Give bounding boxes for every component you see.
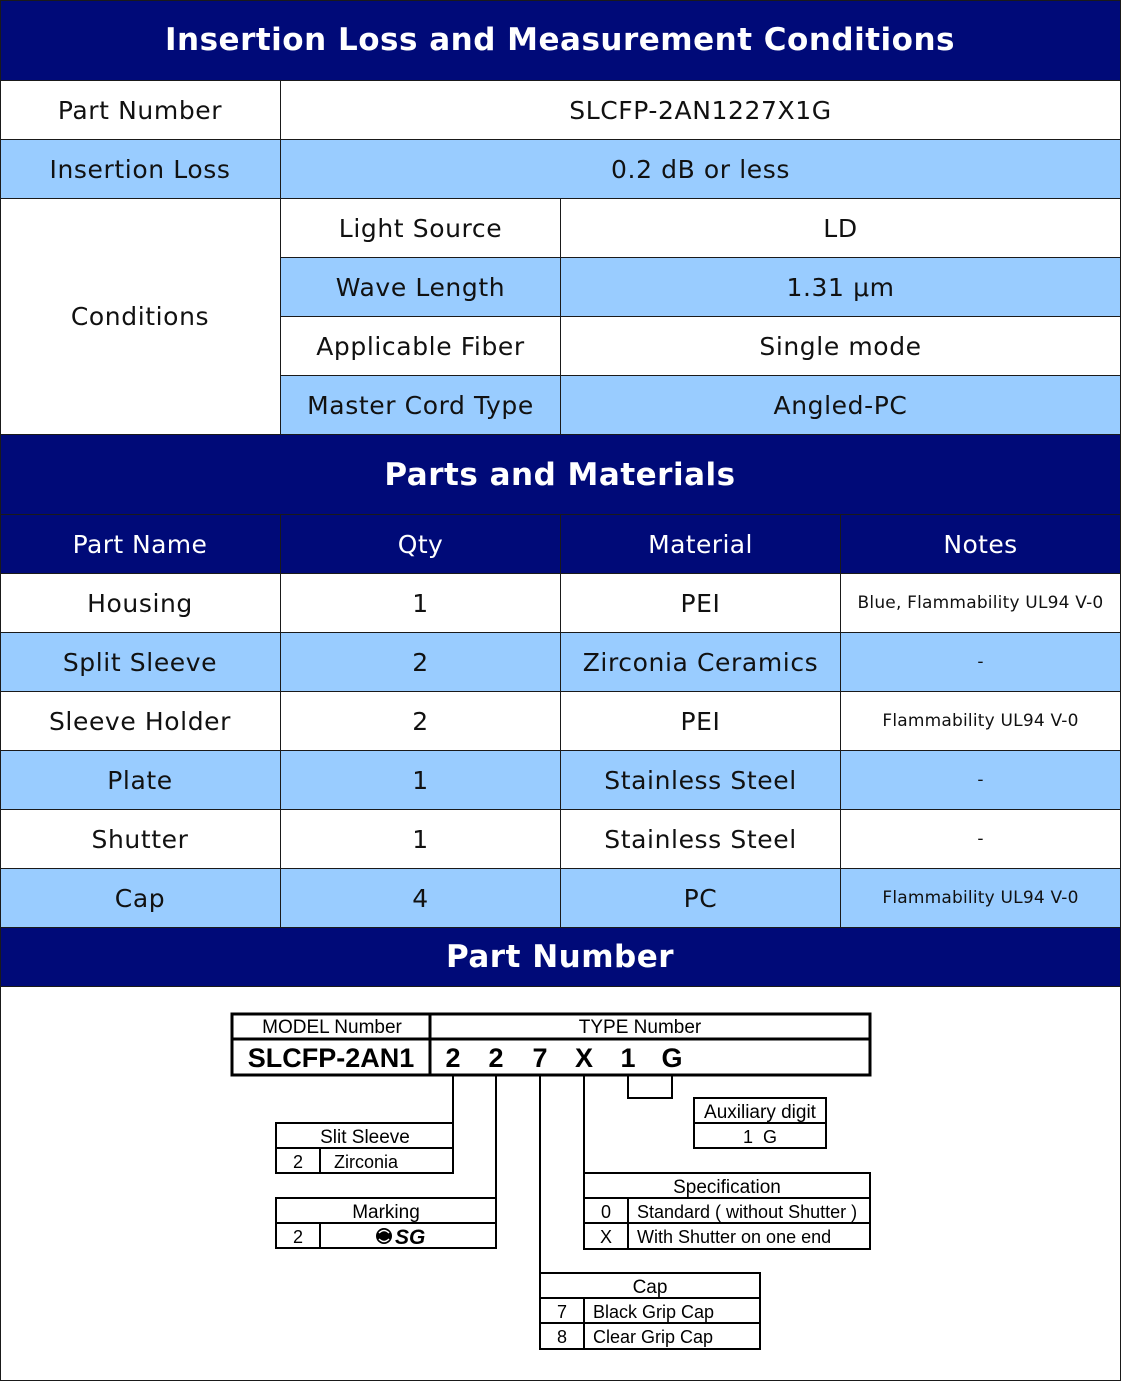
slit-sleeve-code: 2 — [292, 1152, 304, 1172]
material-cell: PC — [561, 869, 841, 928]
qty-cell: 1 — [281, 574, 561, 633]
condition-value-applicable-fiber: Single mode — [561, 317, 1121, 376]
type-digit-auxiliary-1: 1 — [620, 1043, 636, 1073]
cap-desc: Black Grip Cap — [593, 1302, 715, 1322]
cap-title: Cap — [632, 1277, 668, 1298]
type-digit-cap: 7 — [532, 1043, 548, 1073]
marking-title: Marking — [352, 1202, 420, 1223]
part-name-cell: Shutter — [0, 810, 281, 869]
insertion-loss-label: Insertion Loss — [0, 140, 281, 199]
specification-desc: Standard ( without Shutter ) — [637, 1202, 858, 1222]
part-name-cell: Sleeve Holder — [0, 692, 281, 751]
column-header-part-name: Part Name — [0, 515, 281, 574]
insertion-loss-section-title: Insertion Loss and Measurement Conditions — [0, 0, 1121, 81]
qty-cell: 2 — [281, 692, 561, 751]
notes-cell: - — [841, 751, 1121, 810]
notes-cell: - — [841, 633, 1121, 692]
specification-code: X — [599, 1227, 613, 1247]
part-number-section-title: Part Number — [0, 928, 1121, 987]
auxiliary-title: Auxiliary digit — [704, 1102, 816, 1123]
parts-section-title: Parts and Materials — [0, 435, 1121, 515]
qty-cell: 1 — [281, 810, 561, 869]
marking-code: 2 — [292, 1227, 304, 1247]
part-name-cell: Housing — [0, 574, 281, 633]
notes-cell: Flammability UL94 V-0 — [841, 692, 1121, 751]
material-cell: PEI — [561, 574, 841, 633]
condition-value-light-source: LD — [561, 199, 1121, 258]
cap-desc: Clear Grip Cap — [593, 1327, 714, 1347]
part-name-cell: Split Sleeve — [0, 633, 281, 692]
auxiliary-value: 1 G — [742, 1127, 778, 1147]
type-number-header: TYPE Number — [578, 1017, 702, 1038]
conditions-label: Conditions — [0, 199, 281, 435]
qty-cell: 1 — [281, 751, 561, 810]
slit-sleeve-desc: Zirconia — [334, 1152, 399, 1172]
part-name-cell: Cap — [0, 869, 281, 928]
column-header-material: Material — [561, 515, 841, 574]
qty-cell: 2 — [281, 633, 561, 692]
part-number-label: Part Number — [0, 81, 281, 140]
condition-value-wave-length: 1.31 μm — [561, 258, 1121, 317]
marking-desc: SG — [395, 1226, 426, 1249]
material-cell: Stainless Steel — [561, 810, 841, 869]
part-number-value: SLCFP-2AN1227X1G — [281, 81, 1121, 140]
notes-cell: Flammability UL94 V-0 — [841, 869, 1121, 928]
type-digit-specification: X — [574, 1043, 594, 1073]
model-number-value: SLCFP-2AN1 — [247, 1043, 415, 1073]
specification-title: Specification — [673, 1177, 781, 1198]
condition-label-applicable-fiber: Applicable Fiber — [281, 317, 561, 376]
column-header-qty: Qty — [281, 515, 561, 574]
condition-label-wave-length: Wave Length — [281, 258, 561, 317]
condition-label-light-source: Light Source — [281, 199, 561, 258]
part-name-cell: Plate — [0, 751, 281, 810]
notes-cell: Blue, Flammability UL94 V-0 — [841, 574, 1121, 633]
condition-value-master-cord: Angled-PC — [561, 376, 1121, 435]
material-cell: Stainless Steel — [561, 751, 841, 810]
type-digit-marking: 2 — [488, 1043, 504, 1073]
type-digit-slit-sleeve: 2 — [445, 1043, 461, 1073]
column-header-notes: Notes — [841, 515, 1121, 574]
material-cell: PEI — [561, 692, 841, 751]
type-digit-auxiliary-2: G — [661, 1043, 683, 1073]
model-number-header: MODEL Number — [262, 1017, 402, 1038]
material-cell: Zirconia Ceramics — [561, 633, 841, 692]
specification-desc: With Shutter on one end — [637, 1227, 832, 1247]
condition-label-master-cord: Master Cord Type — [281, 376, 561, 435]
notes-cell: - — [841, 810, 1121, 869]
qty-cell: 4 — [281, 869, 561, 928]
cap-code: 7 — [556, 1302, 568, 1322]
insertion-loss-value: 0.2 dB or less — [281, 140, 1121, 199]
cap-code: 8 — [556, 1327, 568, 1347]
specification-code: 0 — [600, 1202, 612, 1222]
slit-sleeve-title: Slit Sleeve — [320, 1127, 410, 1148]
